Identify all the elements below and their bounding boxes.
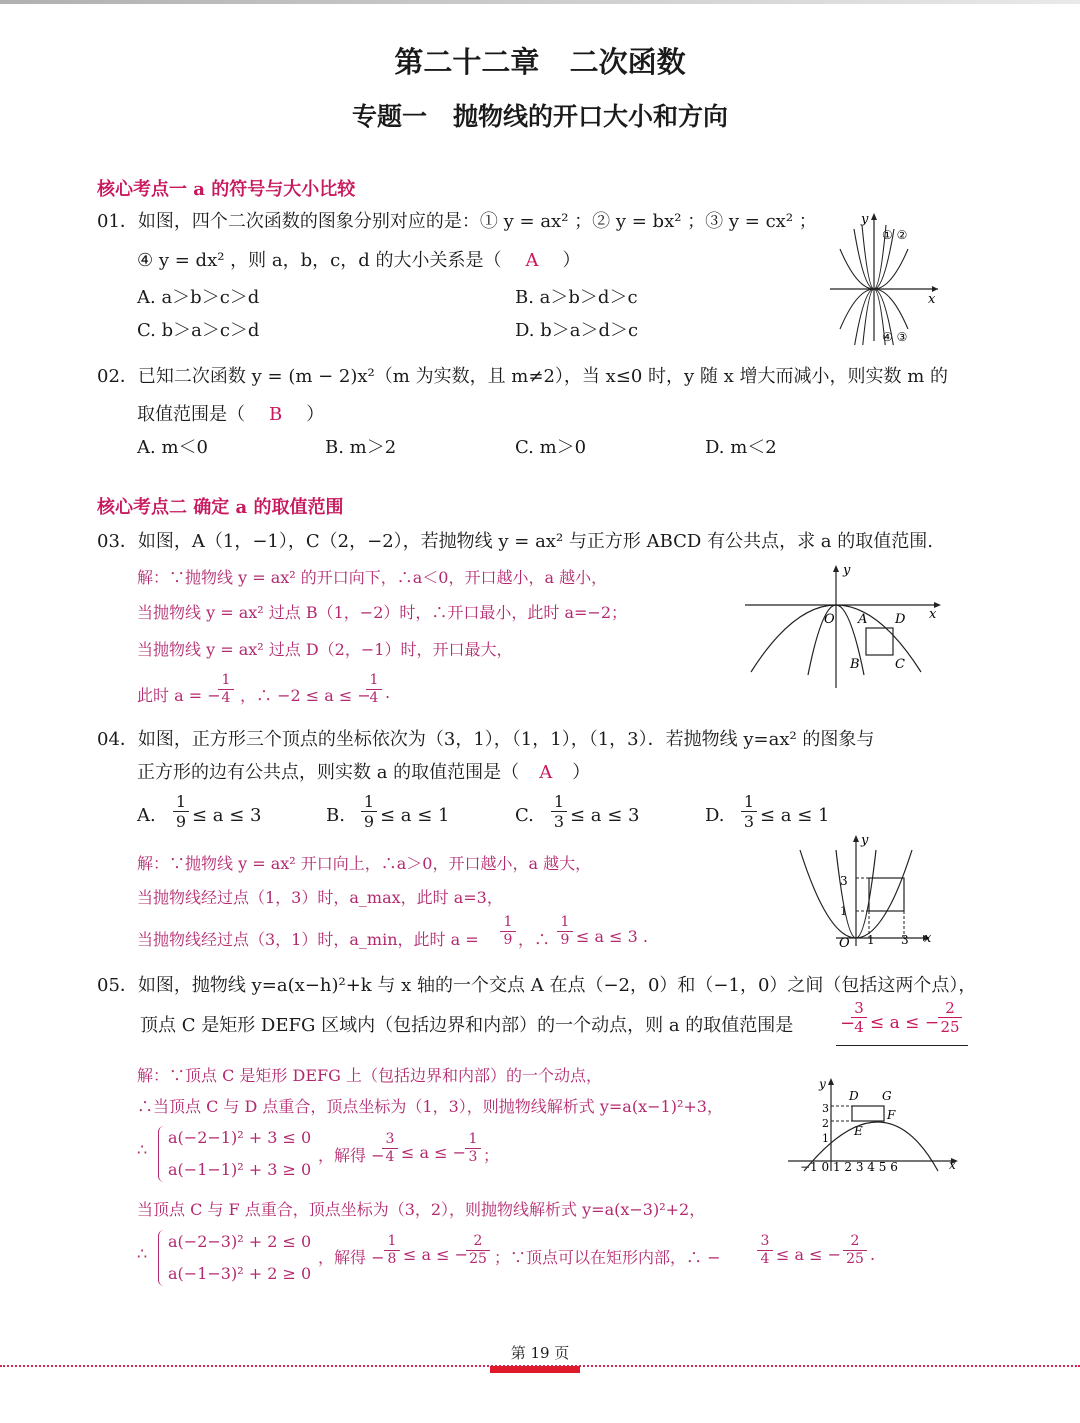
q3-frac-2: 1 4: [366, 672, 382, 707]
q4-option-d-frac: 1 3: [741, 792, 757, 831]
q5-stem-line2: 顶点 C 是矩形 DEFG 区域内（包括边界和内部）的一个动点，则 a 的取值范围是: [140, 1015, 794, 1036]
svg-text:x: x: [929, 607, 937, 622]
q1-stem-line2: ④ y = dx² ，则 a，b，c，d 的大小关系是（ A ）: [137, 250, 581, 271]
q5-brace-2: [158, 1230, 167, 1286]
q2-stem-line2: 取值范围是（ B ）: [137, 404, 325, 425]
figure-q5-parabola-rectangle: [786, 1075, 966, 1175]
q2-option-c: C. m＞0: [515, 437, 587, 458]
chapter-title: 第二十二章 二次函数: [394, 45, 686, 79]
q5-sys1-l1: a(−2−1)² + 3 ≤ 0: [168, 1128, 312, 1147]
q4-sol-frac-1: 1 9: [500, 914, 516, 949]
svg-text:−1 0 1 2 3 4 5 6: −1 0 1 2 3 4 5 6: [800, 1160, 898, 1174]
svg-text:A: A: [858, 612, 868, 627]
svg-text:G: G: [882, 1089, 892, 1103]
q4-option-d: D.: [705, 805, 725, 826]
q4-solution-1: 解：∵抛物线 y = ax² 开口向上，∴a＞0，开口越小，a 越大，: [137, 854, 592, 873]
q5-sys2-l1: a(−2−3)² + 2 ≤ 0: [168, 1232, 312, 1251]
figure-q3-parabolas-square: [743, 560, 948, 690]
q4-solution-3: 当抛物线经过点（3，1）时，a_min，此时 a =: [137, 930, 479, 949]
svg-text:E: E: [854, 1124, 863, 1138]
q2-stem-line1: 02．已知二次函数 y = (m − 2)x²（m 为实数，且 m≠2），当 x≤0 时，y 随 x 增大而减小，则实数 m 的: [97, 366, 949, 387]
square: [869, 878, 904, 911]
svg-text:3: 3: [840, 874, 848, 888]
q5-sys1-l2: a(−1−1)² + 3 ≥ 0: [168, 1160, 312, 1179]
q5-sol-frac-1: 3 4: [382, 1131, 398, 1166]
q4-option-c: C.: [515, 805, 534, 826]
q4-stem-line2: 正方形的边有公共点，则实数 a 的取值范围是（ A ）: [137, 762, 591, 783]
svg-text:F: F: [887, 1108, 896, 1122]
q1-option-c: C. b＞a＞c＞d: [137, 320, 260, 341]
figure-q4-parabolas-square: [796, 830, 941, 950]
q4-stem-line1: 04．如图，正方形三个顶点的坐标依次为（3，1），（1，1），（1，3）．若抛物线 y=ax² 的图象与: [97, 729, 875, 750]
svg-text:3: 3: [822, 1102, 829, 1115]
square-abcd: [866, 628, 893, 655]
svg-text:1: 1: [867, 933, 875, 947]
q5-sol-frac-2: 1 3: [465, 1131, 481, 1166]
q3-frac-1: 1 4: [218, 672, 234, 707]
q5-stem-line1: 05．如图，抛物线 y=a(x−h)²+k 与 x 轴的一个交点 A 在点（−2，0）和（−1，0）之间（包括这两个点），: [97, 975, 977, 996]
svg-text:O: O: [839, 936, 850, 950]
q5-sol-frac-4: 2 25: [466, 1233, 490, 1268]
q2-option-b: B. m＞2: [325, 437, 397, 458]
page-number: 第 19 页: [510, 1344, 570, 1362]
q5-solution-2: ∴当顶点 C 与 D 点重合，顶点坐标为（1，3），则抛物线解析式 y=a(x−1)²+3，: [137, 1097, 723, 1116]
q1-answer: A: [525, 250, 539, 271]
section-heading-2: 核心考点二 确定 a 的取值范围: [97, 497, 344, 518]
svg-text:B: B: [850, 657, 860, 672]
q5-ans-frac-1: 3 4: [851, 999, 867, 1036]
q5-brace-1: [158, 1126, 167, 1182]
fig1-label-top: ① ②: [882, 228, 908, 242]
q4-option-b-frac: 1 9: [361, 792, 377, 831]
svg-text:O: O: [824, 612, 835, 627]
fig1-y-label: y: [861, 212, 869, 227]
q3-solution-1: 解：∵抛物线 y = ax² 的开口向下，∴a＜0，开口越小，a 越小，: [137, 568, 608, 587]
svg-text:1: 1: [840, 904, 848, 918]
q3-solution-4c: .: [385, 683, 391, 702]
svg-text:y: y: [843, 563, 851, 578]
q4-answer: A: [539, 762, 553, 783]
top-edge: [0, 0, 1080, 4]
q4-solution-2: 当抛物线经过点（1，3）时，a_max，此时 a=3，: [137, 888, 503, 907]
section-heading-1: 核心考点一 a 的符号与大小比较: [97, 179, 356, 200]
fig1-label-bottom: ④ ③: [882, 330, 908, 344]
q3-solution-3: 当抛物线 y = ax² 过点 D（2，−1）时，开口最大，: [137, 640, 513, 659]
q5-solution-1: 解：∵顶点 C 是矩形 DEFG 上（包括边界和内部）的一个动点，: [137, 1066, 602, 1085]
svg-text:x: x: [924, 931, 932, 946]
footer-accent-bar: [490, 1366, 580, 1373]
q1-stem-line1: 01．如图，四个二次函数的图象分别对应的是：① y = ax² ；② y = bx² ；③ y = cx² ；: [97, 211, 817, 232]
svg-text:2: 2: [822, 1117, 829, 1130]
q5-answer-blank: [836, 1045, 968, 1046]
svg-text:D: D: [849, 1089, 859, 1103]
svg-text:1: 1: [822, 1132, 829, 1145]
q1-option-b: B. a＞b＞d＞c: [515, 287, 638, 308]
q2-option-a: A. m＜0: [137, 437, 208, 458]
q5-ans-frac-2: 2 25: [938, 999, 962, 1036]
q3-solution-2: 当抛物线 y = ax² 过点 B（1，−2）时，∴开口最小，此时 a=−2；: [137, 603, 627, 622]
svg-text:y: y: [861, 833, 869, 848]
svg-text:x: x: [949, 1158, 956, 1172]
q4-sol-frac-2: 1 9: [557, 914, 573, 949]
rectangle-defg: [852, 1106, 884, 1121]
svg-text:C: C: [895, 657, 905, 672]
q4-option-a-frac: 1 9: [173, 792, 189, 831]
q5-sol-frac-5: 3 4: [757, 1233, 773, 1268]
svg-text:3: 3: [901, 933, 909, 947]
q3-stem: 03．如图，A（1，−1），C（2，−2），若抛物线 y = ax² 与正方形 ABCD 有公共点，求 a 的取值范围.: [97, 531, 933, 552]
q4-option-b: B.: [326, 805, 345, 826]
q1-option-a: A. a＞b＞c＞d: [137, 287, 260, 308]
q3-solution-4: 此时 a = −: [137, 686, 221, 705]
q5-sol-frac-3: 1 8: [384, 1233, 400, 1268]
q1-option-d: D. b＞a＞d＞c: [515, 320, 639, 341]
svg-text:D: D: [895, 612, 906, 627]
q2-answer: B: [269, 404, 283, 425]
q3-solution-4b: ，∴ −2 ≤ a ≤ −: [240, 686, 371, 705]
figure-q1-parabolas: [826, 205, 946, 345]
q4-option-c-frac: 1 3: [551, 792, 567, 831]
q5-sol-frac-6: 2 25: [843, 1233, 867, 1268]
q5-solution-4: 当顶点 C 与 F 点重合，顶点坐标为（3，2），则抛物线解析式 y=a(x−3)²+2，: [137, 1200, 706, 1219]
topic-title: 专题一 抛物线的开口大小和方向: [351, 102, 729, 131]
svg-text:y: y: [819, 1077, 826, 1091]
q5-sys2-l2: a(−1−3)² + 2 ≥ 0: [168, 1264, 312, 1283]
q2-option-d: D. m＜2: [705, 437, 777, 458]
q4-option-a: A.: [137, 805, 156, 826]
fig1-x-label: x: [928, 292, 936, 307]
